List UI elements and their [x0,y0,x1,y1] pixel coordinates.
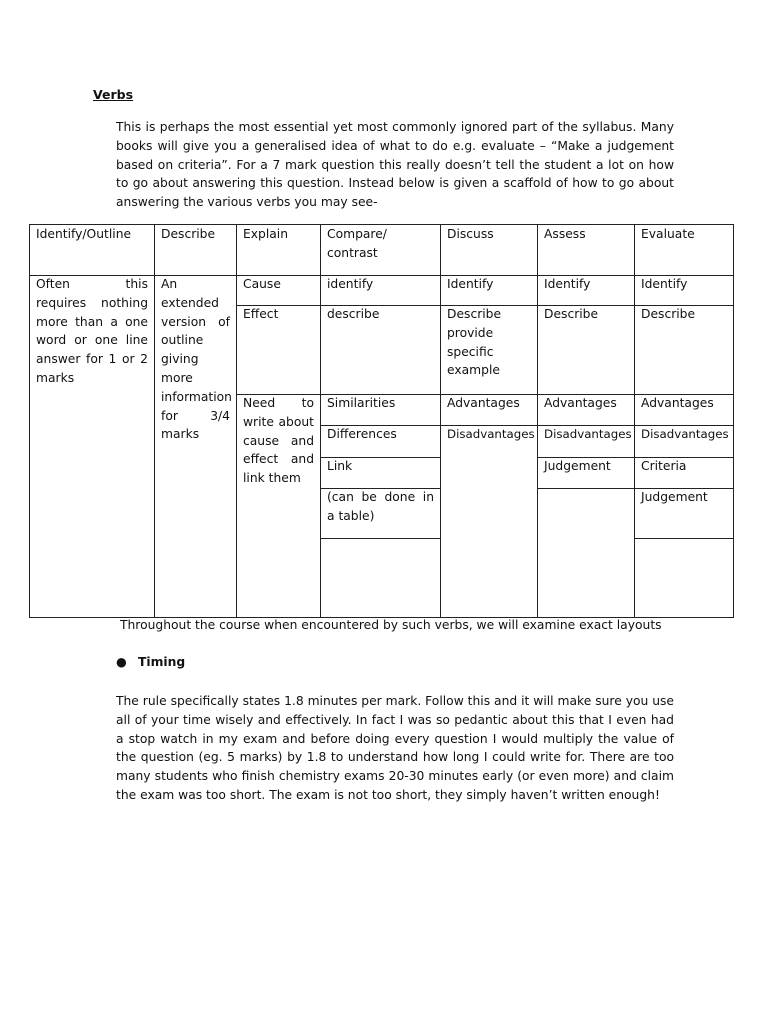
header-compare-contrast: Compare/ contrast [327,227,387,260]
explain-need: Need to write about cause and effect and link them [243,396,314,486]
evaluate-advantages: Advantages [641,396,714,410]
timing-heading: Timing [138,655,186,669]
timing-bullet-heading [116,655,185,669]
compare-differences: Differences [327,427,397,441]
bullet-dot-icon: ● [116,655,127,669]
header-explain: Explain [243,227,289,241]
evaluate-identify: Identify [641,277,688,291]
compare-table-note: (can be done in a table) [327,490,434,523]
header-describe: Describe [161,227,216,241]
compare-identify: identify [327,277,374,291]
describe-body: An extended version of outline giving more information for 3/4 marks [161,277,232,442]
header-assess: Assess [544,227,586,241]
explain-effect: Effect [243,307,279,321]
header-discuss: Discuss [447,227,494,241]
assess-judgement: Judgement [544,459,611,473]
assess-advantages: Advantages [544,396,617,410]
compare-describe: describe [327,307,380,321]
discuss-describe: Describe provide specific example [447,307,502,378]
header-identify-outline: Identify/Outline [36,227,132,241]
assess-disadvantages: Disadvantages [544,427,632,441]
evaluate-disadvantages: Disadvantages [641,427,729,441]
header-evaluate: Evaluate [641,227,695,241]
timing-paragraph: The rule specifically states 1.8 minutes per mark. Follow this and it will make sure you use all of your time wisely and effectively. In fact I was so pedantic about this that I even had a stop watch in my exam and before doing every question I would multiply the value of the question (eg. 5 marks) by 1.8 to understand how long I could write for. There are too many students who finish chemistry exams 20-30 minutes early (or even more) and claim the exam was too short. The exam is not too short, they simply haven’t written enough! [116,694,674,802]
explain-cause: Cause [243,277,281,291]
section-heading: Verbs [93,87,134,102]
evaluate-judgement: Judgement [641,490,708,504]
assess-identify: Identify [544,277,591,291]
discuss-identify: Identify [447,277,494,291]
evaluate-describe: Describe [641,307,696,321]
identify-outline-body: Often this requires nothing more than a one word or one line answer for 1 or 2 marks [36,277,148,385]
after-table-note: Throughout the course when encountered by such verbs, we will examine exact layouts [120,618,662,632]
compare-similarities: Similarities [327,396,396,410]
discuss-advantages: Advantages [447,396,520,410]
discuss-disadvantages: Disadvantages [447,427,535,441]
compare-link: Link [327,459,353,473]
intro-paragraph: This is perhaps the most essential yet most commonly ignored part of the syllabus. Many books will give you a generalised idea of what to do e.g. evaluate – “Make a judgement based on criteria”. For a 7 mark question this really doesn’t tell the student a lot on how to go about answering this question. Instead below is given a scaffold of how to go about answering the various verbs you may see- [116,120,674,210]
assess-describe: Describe [544,307,599,321]
evaluate-criteria: Criteria [641,459,687,473]
